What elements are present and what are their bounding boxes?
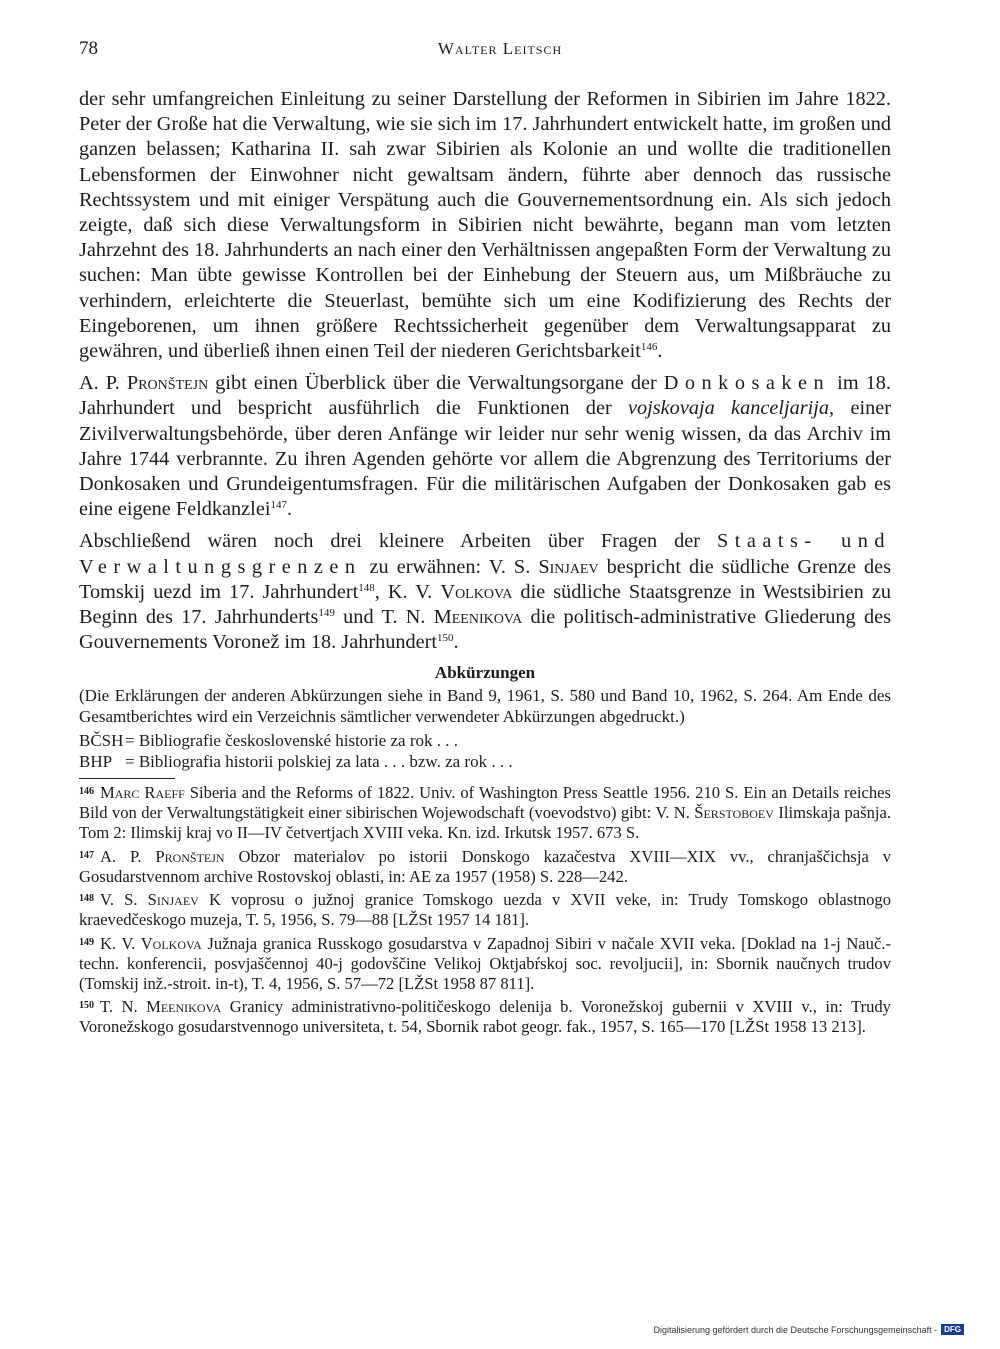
footnote-text: Obzor materialov po istorii Donskogo kazačestva XVIII—XIX vv., chranjaščichsja v Gosudarstvennom archive Rostovskoj oblasti, in: AE za 1957 (1958) S. 228—242. [79,846,892,886]
footnote-author: K. V. Volkova [100,934,202,954]
text: bespricht die südliche Grenze des Tomskij uezd im 17. Jahrhundert [79,555,891,603]
text: die politisch-administrative Gliederung des Gouvernements Voronež im 18. Jahrhundert [79,606,891,654]
footnote-ref-149[interactable]: 149 [318,607,335,620]
text: und T. N. [334,606,434,629]
text: gibt einen Überblick über die Verwaltungsorgane der [208,372,664,395]
author-name: Meenikova [433,606,523,629]
footnote-text: Južnaja granica Russkogo gosudarstva v Zapadnoj Sibiri v načale XVII veka. [Doklad na 1-j Nauč.-techn. konferencii, posvjaščennoj 40-j godovščine Velikoj Oktjabŕskoj soc. revoljucii], in: Sbornik naučnych trudov (Tomskij inž.-stroit. in-t), T. 4, 1956, S. 57—72 [LŽSt 1958 87 811]. [79,934,892,993]
punct: . [453,631,459,654]
footnote-author: Šerstoboev [694,803,774,823]
footnote-ref-148[interactable]: 148 [358,581,375,594]
footnote-number: 150 [79,1000,94,1012]
text: , K. V. [374,580,441,603]
text: die südliche Staatsgrenze in Westsibirien zu Beginn des 17. Jahrhunderts [79,580,892,629]
body-text [79,87,891,1041]
abbreviation-value: = Bibliografia historii polskiej za lata . . . bzw. za rok . . . [125,751,513,771]
italic-term: vojskovaja kanceljarija, [628,397,835,420]
abbreviations-heading: Abkürzungen [434,663,536,683]
footnote-text: K voprosu o južnoj granice Tomskogo uezda v XVII veke, in: Trudy Tomskogo oblastnogo kraevedčeskogo muzeja, T. 5, 1956, S. 79—88 [LŽSt 1957 14 181]. [79,890,892,930]
text: im 18. Jahrhundert und bespricht ausführlich die Funktionen der [79,372,891,420]
abbreviation-row [79,731,891,752]
abbreviation-key: BHP [79,751,113,771]
author-name: Sinjaev [538,555,599,578]
footnote-author: A. P. Pronštejn [100,846,225,866]
paragraph-2 [79,371,891,522]
text: Abschließend wären noch drei kleinere Arbeiten über Fragen der [79,530,717,553]
footnote-author: Marc Raeff [100,783,185,803]
footnote-number: 147 [79,849,94,861]
footnote-number: 149 [79,937,94,949]
footnote-text: Granicy administrativno-političeskogo delenija b. Voronežskoj gubernii v XVIII v., in: Trudy Voronežskogo gosudarstvennogo universiteta, t. 54, Sbornik rabot geogr. fak., 1957, S. 165—170 [LŽSt 1958 13 213]. [79,997,891,1037]
footnote-150 [79,997,891,1037]
text: einer Zivilverwaltungsbehörde, über deren Anfänge wir leider nur sehr wenig wissen, da das Archiv im Jahre 1744 verbrannte. Zu ihren Agenden gehörte vor allem die Abgrenzung des Territoriums der Donkosaken und Grundeigentumsfragen. Für die militärischen Aufgaben der Donkosaken gab es eine eigene Feldkanzlei [79,397,891,521]
footnote-146 [79,783,891,842]
author-name: A. P. Pronštejn [79,372,209,395]
footnote-number: 146 [79,786,94,798]
digitization-notice [653,1324,964,1335]
spaced-term: Donkosaken [663,372,831,395]
paragraph-3 [79,529,891,655]
abbreviation-key: BČSH [79,731,124,751]
footnote-text: Siberia and the Reforms of 1822. Univ. of Washington Press Seattle 1956. 210 S. Ein an Details reiches Bild von der Verwaltungstätigkeit einer sibirischen Wojewodschaft (voevodstvo) gibt: V. N. [79,783,891,823]
footnote-147 [79,847,891,887]
footnote-author: V. S. Sinjaev [100,890,199,910]
paragraph-1-text: der sehr umfangreichen Einleitung zu seiner Darstellung der Reformen in Sibirien im Jahre 1822. Peter der Große hat die Verwaltung, wie sie sich im 17. Jahrhundert entwickelt hatte, im großen und ganzen belassen; Katharina II. sah zwar Sibirien als Kolonie an und wollte die traditionellen Lebensformen der Einwohner nicht gewaltsam ändern, führte aber dennoch das russische Rechtssystem und mit einiger Verspätung auch die Gouvernementsordnung ein. Als sich jedoch zeigte, daß sich diese Verwaltungsform in Sibirien nicht bewährte, begann man vom letzten Jahrzehnt des 18. Jahrhunderts an nach einer den Verhältnissen angepaßten Form der Verwaltung zu suchen: Man übte gewisse Kontrollen bei der Einhebung der Steuern aus, um Mißbräuche zu verhindern, erleichterte die Steuerlast, bemühte sich um eine Kodifizierung des Rechts der Eingeborenen, um ihnen größere Rechtssicherheit gegenüber dem Verwaltungsapparat zu gewähren, und überließ ihnen einen Teil der niederen Gerichtsbarkeit [79,88,891,363]
digitization-text: Digitalisierung gefördert durch die Deutsche Forschungsgemeinschaft - [653,1324,938,1335]
footnote-149 [79,934,891,993]
paragraph-1 [79,87,891,364]
abbreviation-value: = Bibliografie československé historie za rok . . . [125,731,458,751]
abbreviations-note: (Die Erklärungen der anderen Abkürzungen siehe in Band 9, 1961, S. 580 und Band 10, 1962, S. 264. Am Ende des Gesamtberichtes wird ein Verzeichnis sämtlicher verwendeter Abkürzungen abgedruckt.) [79,686,891,726]
footnote-ref-147[interactable]: 147 [270,499,287,512]
dfg-logo-icon: DFG [941,1324,964,1335]
abbreviation-row [79,752,891,773]
footnote-148 [79,890,891,930]
page-number: 78 [79,38,98,59]
author-name: Volkova [440,580,513,603]
punct: . [286,498,293,521]
footnote-divider [79,778,175,779]
footnote-ref-150[interactable]: 150 [437,632,454,645]
footnote-number: 148 [79,893,94,905]
spaced-term: Staats- und Verwaltungsgrenzen [79,530,891,578]
text: zu erwähnen: V. S. [361,555,539,578]
punct: . [657,340,663,363]
footnote-author: T. N. Meenikova [100,997,222,1017]
footnote-text: Ilimskaja pašnja. Tom 2: Ilimskij kraj vo II—IV četvertjach XVIII veka. Kn. izd. Irkutsk 1957. 673 S. [79,803,891,843]
running-head: Walter Leitsch [437,39,563,58]
footnote-ref-146[interactable]: 146 [640,341,658,354]
